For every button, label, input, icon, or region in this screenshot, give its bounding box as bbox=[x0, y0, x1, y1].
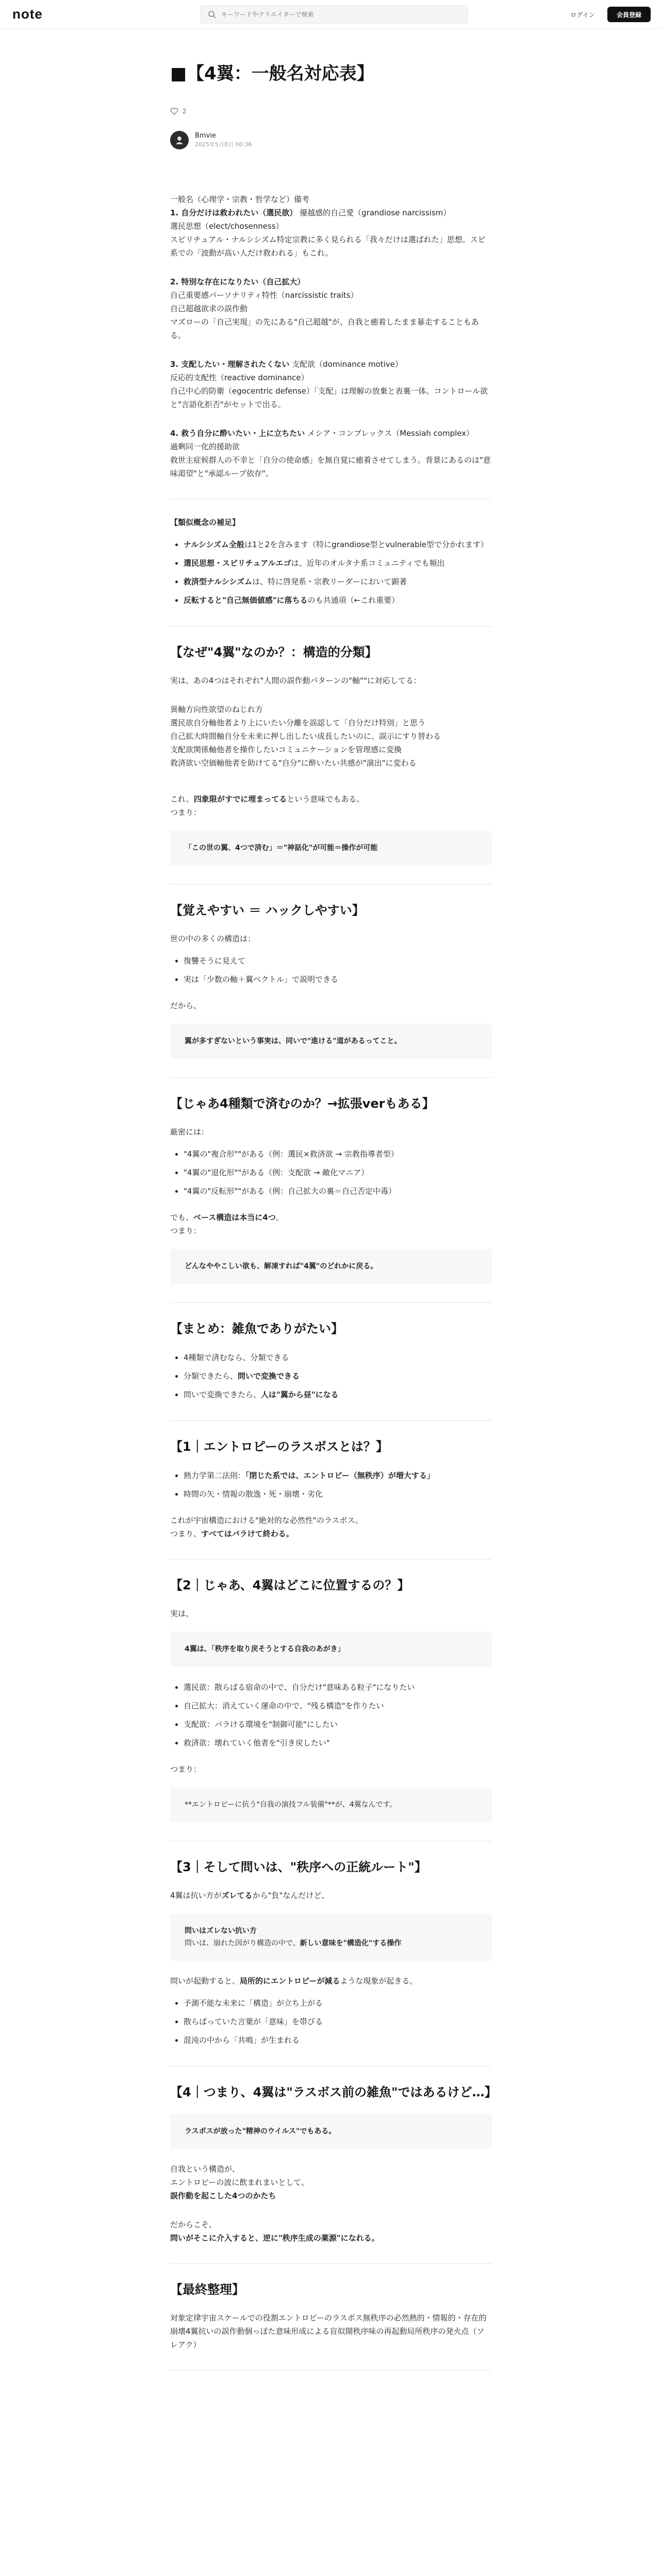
conclusion-line: 自我という構造が、 bbox=[170, 2164, 240, 2174]
why-axis-row: 支配欲関係軸他者を操作したいコミュニケーションを管理感に変換 bbox=[170, 745, 402, 754]
section-title-path: 【3｜そして問いは、"秩序への正統ルート"】 bbox=[170, 1860, 427, 1874]
quote-text: どんなややこしい欲も、解凍すれば"4翼"のどれかに戻る。 bbox=[185, 1262, 378, 1270]
item-4-head-tail: メシア・コンプレックス（Messiah complex） bbox=[307, 429, 474, 438]
item-4 bbox=[170, 427, 492, 440]
section-title-summary: 【まとめ：雑魚でありがたい】 bbox=[170, 1321, 343, 1336]
list-item bbox=[184, 537, 492, 552]
summary-list bbox=[170, 1350, 492, 1402]
section-title-easy: 【覚えやすい ＝ ハックしやすい】 bbox=[170, 903, 365, 918]
article bbox=[170, 62, 497, 2387]
why-conclusion-bold: 四象限がすでに埋まってる bbox=[193, 794, 287, 804]
position-tsumari: つまり： bbox=[170, 1765, 202, 1774]
section-title-final: 【最終整理】 bbox=[170, 2282, 244, 2297]
avatar[interactable] bbox=[170, 131, 189, 149]
section-title-position: 【2｜じゃあ、4翼はどこに位置するの？】 bbox=[170, 1578, 410, 1592]
list-item bbox=[184, 556, 492, 570]
divider bbox=[170, 1302, 492, 1303]
quote-block bbox=[170, 1632, 492, 1667]
divider bbox=[170, 1077, 492, 1078]
list-item bbox=[184, 593, 492, 607]
item-3-line-1: 反応的支配性（reactive dominance） bbox=[170, 373, 309, 382]
item-2-line-2: マズローの「自己実現」の先にある"自己超越"が、自我と癒着したまま暴走することもある。 bbox=[170, 317, 479, 340]
conclusion-bold-text: 誤作動を起こした4つのかたち bbox=[170, 2191, 276, 2200]
easy-list bbox=[170, 954, 492, 987]
path-list bbox=[170, 1996, 492, 2047]
note-logo[interactable]: note bbox=[12, 6, 43, 22]
conclusion-final bbox=[170, 2231, 492, 2245]
list-item: • "4翼の"複合形""がある（例：選民×救済欲 → 宗教指導者型） bbox=[184, 1147, 492, 1161]
position-list bbox=[170, 1680, 492, 1750]
intro-text: 一般名（心理学・宗教・哲学など）備考 bbox=[170, 195, 310, 204]
quote-text: 問いは、崩れた因がり構造の中で、 bbox=[185, 1939, 300, 1947]
list-item bbox=[184, 1487, 492, 1501]
item-1 bbox=[170, 206, 492, 219]
path-intro-post: から"負"なんだけど、 bbox=[252, 1891, 329, 1900]
divider bbox=[170, 2263, 492, 2264]
item-1-line-1: 選民思想（elect/chosenness） bbox=[170, 222, 284, 231]
list-item: • 救済欲：壊れていく他者を"引き戻したい" bbox=[184, 1736, 492, 1750]
ext-demo-pre: でも、 bbox=[170, 1213, 194, 1222]
article-title: ■【4翼：一般名対応表】 bbox=[170, 63, 374, 84]
post-date: 2025年5月8日 00:36 bbox=[195, 141, 252, 148]
item-2 bbox=[170, 275, 492, 302]
ext-demo-bold: ベース構造は本当に4つ bbox=[193, 1213, 276, 1222]
why-axis-header: 異軸方向性欲望のねじれ方 bbox=[170, 705, 263, 714]
ext-demo-post: 。 bbox=[275, 1213, 284, 1222]
site-header bbox=[0, 0, 662, 29]
item-1-line-2: スピリチュアル・ナルシシズム特定宗教に多く見られる「我々だけは選ばれた」思想。スピ系での「波動が高い人だけ救われる」もこれ。 bbox=[170, 235, 486, 258]
ext-intro: 厳密には： bbox=[170, 1127, 209, 1137]
path-p-post: ような現象が起きる。 bbox=[340, 1976, 418, 1986]
list-item-bold: 選民思想・スピリチュアルエゴ bbox=[184, 558, 291, 568]
divider bbox=[170, 1559, 492, 1560]
conclusion-dakara: だからこそ、 bbox=[170, 2220, 217, 2229]
easy-dakara: だから、 bbox=[170, 1001, 202, 1010]
like-count: 2 bbox=[183, 108, 187, 115]
path-p-bold: 局所的にエントロピーが減る bbox=[240, 1976, 340, 1986]
quote-block bbox=[170, 1024, 492, 1059]
quote-block bbox=[170, 2114, 492, 2149]
path-intro bbox=[170, 1889, 492, 1902]
quote-text: 翼が多すぎないという事実は、同いで"進ける"道があるってこと。 bbox=[185, 1037, 402, 1045]
quote-heading: 問いはズレない抗い方 bbox=[185, 1927, 257, 1935]
author-name[interactable]: Bmvie bbox=[195, 132, 216, 140]
section-title-why: 【なぜ"4翼"なのか？：構造的分類】 bbox=[170, 645, 377, 659]
item-3-head-tail: 支配欲（dominance motive） bbox=[292, 360, 403, 369]
item-4-line-1: 過剰同一化的援助欲 bbox=[170, 442, 240, 451]
search-icon bbox=[208, 10, 216, 19]
conclusion-bold bbox=[170, 2189, 492, 2202]
why-intro: 実は、あの4つはそれぞれ"人間の誤作動パターンの"軸""に対応してる： bbox=[170, 676, 421, 685]
item-2-head: 2. 特別な存在になりたい（自己拡大） bbox=[170, 277, 305, 286]
quote-text: 4翼は、「秩序を取り戻そうとする自我のあがき」 bbox=[185, 1645, 345, 1653]
path-p-pre: 問いが起動すると、 bbox=[170, 1976, 240, 1986]
list-item: • 復讐そうに見えて bbox=[184, 954, 492, 968]
list-item-bold: 救済型ナルシシズム bbox=[184, 577, 253, 586]
list-item bbox=[184, 574, 492, 589]
quote-block bbox=[170, 1913, 492, 1961]
list-item: • 選民欲：散らばる宿命の中で、自分だけ"意味ある粒子"になりたい bbox=[184, 1680, 492, 1694]
related-list bbox=[170, 537, 492, 607]
item-3-line-2: 自己中心的防衛（egocentric defense）「支配」は理解の放棄と表裏一体。コントロール欲と"言語化拒否"がセットで出る。 bbox=[170, 386, 488, 409]
item-1-head: 1. 自分だけは救われたい（選民欲） bbox=[170, 208, 297, 217]
entropy-p2-pre: つまり、 bbox=[170, 1529, 202, 1538]
search-box[interactable] bbox=[200, 5, 468, 24]
list-item: • 自己拡大：消えていく運命の中で、"残る構造"を作りたい bbox=[184, 1699, 492, 1713]
why-conclusion-post: という意味でもある。 bbox=[287, 794, 365, 804]
list-item-text: 4種類で済むなら、分類できる bbox=[184, 1353, 289, 1362]
like-row bbox=[170, 107, 492, 115]
ext-tsumari: つまり： bbox=[170, 1226, 202, 1235]
list-item bbox=[184, 1350, 492, 1365]
path-intro-bold: ズレてる bbox=[221, 1891, 253, 1900]
item-2-line-1: 自己超越欲求の誤作動 bbox=[170, 304, 248, 313]
section-title-conclusion: 【4｜つまり、4翼は"ラスボス前の雑魚"ではあるけど…】 bbox=[170, 2085, 497, 2099]
heart-icon[interactable] bbox=[170, 107, 178, 115]
ext-list bbox=[170, 1147, 492, 1198]
easy-intro: 世の中の多くの構造は： bbox=[170, 934, 256, 943]
conclusion-final-text: 問いがそこに介入すると、逆に"秩序生成の薬源"になれる。 bbox=[170, 2233, 379, 2243]
why-conclusion-pre: これ、 bbox=[170, 794, 194, 804]
item-1-head-tail: 優越感的自己愛（grandiose narcissism） bbox=[300, 208, 451, 217]
list-item: • 支配欲：バラける環境を"制御可能"にしたい bbox=[184, 1717, 492, 1732]
item-3-head: 3. 支配したい・理解されたくない bbox=[170, 360, 290, 369]
path-p bbox=[170, 1974, 492, 1988]
list-item-text: 熱力学第二法則： bbox=[184, 1471, 246, 1480]
quote-block bbox=[170, 1249, 492, 1284]
quote-text: ラスボスが放った"精神のウイルス"でもある。 bbox=[185, 2127, 336, 2136]
list-item-text: は1と2を含みます（特にgrandiose型とvulnerable型で分かれます） bbox=[244, 540, 489, 549]
item-2-head-tail: 自己重要感パーソナリティ特性（narcissistic traits） bbox=[170, 291, 358, 300]
list-item bbox=[184, 1468, 492, 1483]
quote-text: **エントロピーに抗う"自我の演技フル装備"**が、4翼なんです。 bbox=[185, 1801, 397, 1809]
author-block[interactable] bbox=[170, 131, 492, 149]
final-text: 対象定律宇宙スケールでの役割エントロピーのラスボス無秩序の必然熱的・情報的・存在的崩壊4翼抗いの誤作動個っぽた意味形成による盲似開秩序味の再起動局所秩序の発火点（ソレアク） bbox=[170, 2313, 487, 2349]
entropy-p2-bold: すべてはバラけて終わる。 bbox=[201, 1529, 294, 1538]
why-axis-row: 救済欲い空価軸他者を助けてる"自分"に酔いたい共感が"演出"に変わる bbox=[170, 758, 417, 768]
ext-demo bbox=[170, 1211, 492, 1224]
list-item-text: は、近年のオルタナ系コミュニティでも頻出 bbox=[291, 558, 445, 568]
list-item-bold: ナルシシズム全般 bbox=[184, 540, 245, 549]
why-conclusion bbox=[170, 792, 492, 806]
list-item: • "4翼の"退化形""がある（例：支配欲 → 敵化マニア） bbox=[184, 1165, 492, 1180]
why-axis-row: 自己拡大時間軸自分を未来に押し出したい成長したいのに、誤示にすり替わる bbox=[170, 732, 441, 741]
item-4-line-2: 救世主症候群人の不幸と「自分の使命感」を無自覚に癒着させてしまう。背景にあるのは"意味渇望"と"承認ループ依存"。 bbox=[170, 455, 491, 478]
avatar-icon bbox=[174, 135, 185, 145]
entropy-p2 bbox=[170, 1527, 492, 1540]
search-input[interactable] bbox=[221, 6, 464, 23]
divider bbox=[170, 1420, 492, 1421]
divider bbox=[170, 884, 492, 885]
quote-bold: 新しい意味を"構造化"する操作 bbox=[300, 1939, 402, 1947]
list-item-text: のも共通項（←これ重要） bbox=[307, 596, 400, 605]
list-item bbox=[184, 1387, 492, 1402]
list-item-bold: 人は"翼から昼"になる bbox=[261, 1390, 339, 1399]
section-title-entropy: 【1｜エントロピーのラスボスとは？】 bbox=[170, 1439, 389, 1454]
list-item: • 散らばっていた言葉が「意味」を帯びる bbox=[184, 2014, 492, 2029]
section-title-ext: 【じゃあ4種類で済むのか？→拡張verもある】 bbox=[170, 1096, 435, 1111]
item-3 bbox=[170, 358, 492, 371]
why-tsumari: つまり： bbox=[170, 808, 202, 817]
list-item-text: 時間の矢・情報の散逸・死・崩壊・劣化 bbox=[184, 1489, 323, 1499]
list-item-bold: 「閉じた系では、エントロピー（無秩序）が増大する」 bbox=[245, 1471, 435, 1480]
why-axis-row: 選民欲自分軸他者より上にいたい分離を誤認して「自分だけ特別」と思う bbox=[170, 718, 426, 727]
list-item: • 予測不能な未来に「構造」が立ち上がる bbox=[184, 1996, 492, 2010]
position-intro: 実は、 bbox=[170, 1609, 194, 1618]
list-item-text: 分類できたら、 bbox=[184, 1371, 238, 1381]
entropy-list bbox=[170, 1468, 492, 1501]
list-item-text: は、特に啓発系・宗教リーダーにおいて顕著 bbox=[252, 577, 407, 586]
conclusion-line: エントロピーの波に飲まれまいとして、 bbox=[170, 2178, 309, 2187]
related-title-text: 【類似概念の補足】 bbox=[170, 518, 240, 527]
quote-block bbox=[170, 831, 492, 866]
list-item: • "4翼の"反転形""がある（例：自己拡大の裏＝自己否定中毒） bbox=[184, 1184, 492, 1198]
item-4-head: 4. 救う自分に酔いたい・上に立ちたい bbox=[170, 429, 305, 438]
list-item bbox=[184, 1369, 492, 1383]
signup-button[interactable]: 会員登録 bbox=[607, 7, 651, 22]
list-item-text: 問いで変換できたら、 bbox=[184, 1390, 261, 1399]
entropy-p1: これが宇宙構造における"絶対的な必然性"のラスボス。 bbox=[170, 1516, 363, 1525]
list-item-bold: 反転すると"自己無価値感"に落ちる bbox=[184, 596, 308, 605]
quote-block bbox=[170, 1787, 492, 1822]
login-button[interactable]: ログイン bbox=[563, 7, 602, 22]
path-intro-pre: 4翼は抗い方が bbox=[170, 1891, 222, 1900]
list-item-bold: 問いで変換できる bbox=[238, 1371, 300, 1381]
list-item: • 混沌の中から「共鳴」が生まれる bbox=[184, 2033, 492, 2047]
related-title bbox=[170, 516, 492, 529]
list-item: • 実は「少数の軸＋翼ベクトル」で説明できる bbox=[184, 972, 492, 987]
quote-text: 「この世の翼、4つで済む」＝"神話化"が可能＝操作が可能 bbox=[185, 844, 378, 852]
